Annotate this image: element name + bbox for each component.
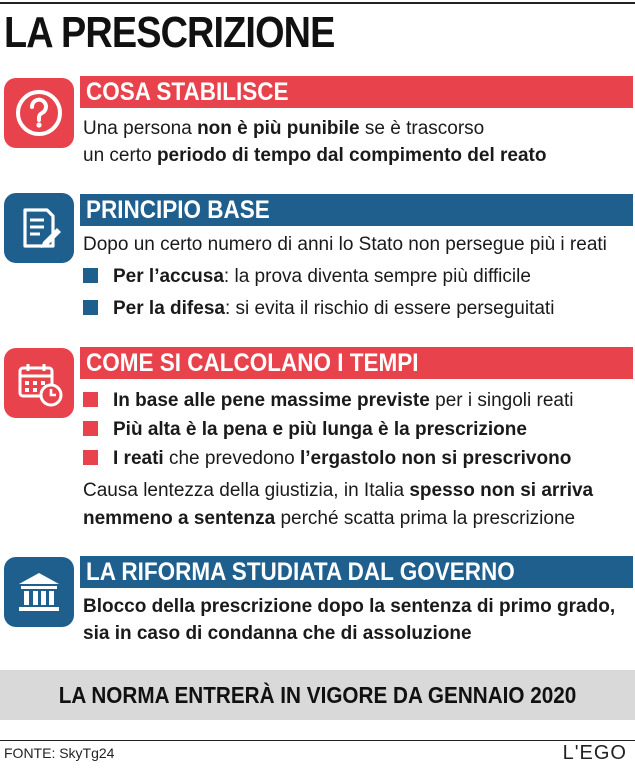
calcolo-bullet-3: I reati che prevedono l’ergastolo non si prescrivono — [83, 446, 571, 472]
section-heading-calcolo: COME SI CALCOLANO I TEMPI — [80, 347, 633, 379]
principio-intro: Dopo un certo numero di anni lo Stato non persegue più i reati — [83, 234, 607, 255]
calcolo-line-2: nemmeno a sentenza perché scatta prima la prescrizione — [83, 508, 576, 529]
courthouse-icon — [4, 557, 74, 627]
riforma-line-2: sia in caso di condanna che di assoluzione — [83, 623, 472, 644]
bullet-square — [83, 450, 98, 465]
page-title: LA PRESCRIZIONE — [4, 8, 335, 57]
calcolo-bullet-1: In base alle pene massime previste per i singoli reati — [83, 388, 573, 414]
source-credit: FONTE: SkyTg24 — [4, 745, 115, 761]
section-heading-principio: PRINCIPIO BASE — [80, 194, 633, 226]
cosa-line-1: Una persona non è più punibile se è trascorso — [83, 118, 485, 139]
principio-bullet-2: Per la difesa: si evita il rischio di essere perseguitati — [83, 296, 554, 322]
principio-bullet-1: Per l’accusa: la prova diventa sempre più difficile — [83, 264, 531, 290]
bullet-square — [83, 392, 98, 407]
footer-rule — [0, 740, 635, 741]
cosa-line-2: un certo periodo di tempo dal compimento del reato — [83, 145, 547, 166]
question-icon — [4, 78, 74, 148]
effective-date-banner: LA NORMA ENTRERÀ IN VIGORE DA GENNAIO 2020 — [0, 670, 635, 720]
top-rule — [0, 2, 635, 4]
bullet-square — [83, 421, 98, 436]
section-heading-cosa: COSA STABILISCE — [80, 76, 633, 108]
calendar-clock-icon — [4, 348, 74, 418]
bullet-square — [83, 300, 98, 315]
calcolo-bullet-2: Più alta è la pena e più lunga è la prescrizione — [83, 417, 527, 443]
riforma-line-1: Blocco della prescrizione dopo la sentenza di primo grado, — [83, 596, 616, 617]
document-pen-icon — [4, 193, 74, 263]
bullet-square — [83, 268, 98, 283]
publisher-logo: L'EGO — [562, 742, 627, 764]
section-heading-riforma: LA RIFORMA STUDIATA DAL GOVERNO — [80, 556, 633, 588]
calcolo-line-1: Causa lentezza della giustizia, in Italia spesso non si arriva — [83, 480, 594, 501]
